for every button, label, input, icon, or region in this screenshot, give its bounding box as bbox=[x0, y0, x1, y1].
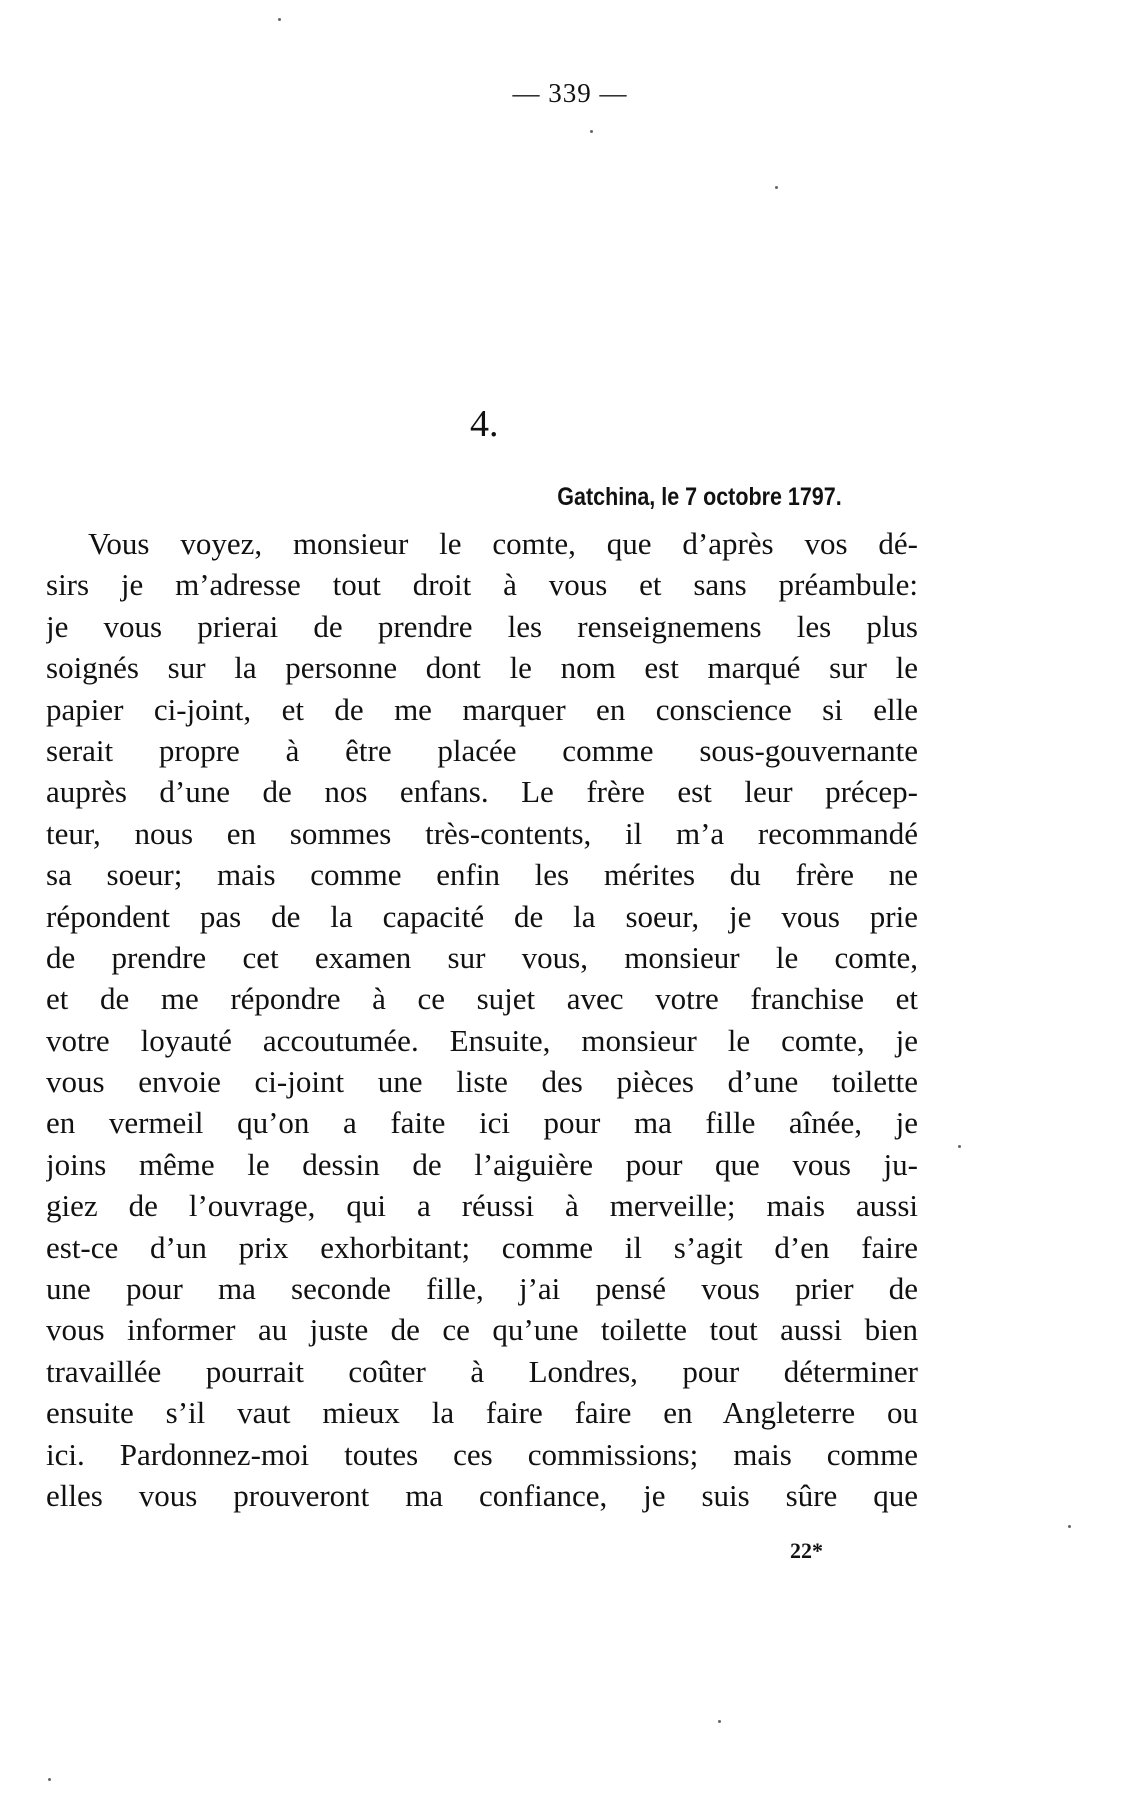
text-line: sa soeur; mais comme enfin les mérites du frère ne bbox=[46, 857, 918, 893]
text-line: sirs je m’adresse tout droit à vous et sans préambule: bbox=[46, 567, 918, 603]
scan-speck bbox=[958, 1145, 961, 1148]
text-line: ici. Pardonnez-moi toutes ces commissions; mais comme bbox=[46, 1436, 918, 1472]
text-line: soignés sur la personne dont le nom est marqué sur le bbox=[46, 650, 918, 686]
text-line: répondent pas de la capacité de la soeur, je vous prie bbox=[46, 898, 918, 934]
text-line: est-ce d’un prix exhorbitant; comme il s’agit d’en faire bbox=[46, 1229, 918, 1265]
page-number: — 339 — bbox=[512, 78, 628, 108]
letter-number: 4. bbox=[470, 403, 499, 445]
text-line: ensuite s’il vaut mieux la faire faire en Angleterre ou bbox=[46, 1395, 918, 1431]
text-line: une pour ma seconde fille, j’ai pensé vous prier de bbox=[46, 1271, 918, 1307]
scan-speck bbox=[718, 1720, 721, 1723]
text-line: elles vous prouveront ma confiance, je suis sûre que bbox=[46, 1477, 918, 1513]
scan-speck bbox=[590, 130, 593, 133]
text-line: je vous prierai de prendre les renseignemens les plus bbox=[46, 608, 918, 644]
letter-body bbox=[46, 523, 918, 1516]
scan-speck bbox=[48, 1778, 51, 1781]
dateline: Gatchina, le 7 octobre 1797. bbox=[557, 483, 842, 511]
text-line: teur, nous en sommes très-contents, il m’a recommandé bbox=[46, 815, 918, 851]
text-line: joins même le dessin de l’aiguière pour que vous ju- bbox=[46, 1146, 918, 1182]
scan-speck bbox=[1068, 1525, 1071, 1528]
text-line: de prendre cet examen sur vous, monsieur le comte, bbox=[46, 939, 918, 975]
text-line: giez de l’ouvrage, qui a réussi à merveille; mais aussi bbox=[46, 1188, 918, 1224]
scan-speck bbox=[278, 18, 281, 21]
text-line: auprès d’une de nos enfans. Le frère est leur précep- bbox=[46, 774, 918, 810]
text-line: votre loyauté accoutumée. Ensuite, monsieur le comte, je bbox=[46, 1022, 918, 1058]
text-line: serait propre à être placée comme sous-gouvernante bbox=[46, 732, 918, 768]
signature-mark: 22* bbox=[790, 1538, 823, 1563]
text-line: papier ci-joint, et de me marquer en conscience si elle bbox=[46, 691, 918, 727]
text-line: Vous voyez, monsieur le comte, que d’après vos dé- bbox=[88, 526, 918, 561]
scan-speck bbox=[775, 186, 778, 189]
text-line: vous envoie ci-joint une liste des pièces d’une toilette bbox=[46, 1064, 918, 1100]
text-line: en vermeil qu’on a faite ici pour ma fille aînée, je bbox=[46, 1105, 918, 1141]
text-line: vous informer au juste de ce qu’une toilette tout aussi bien bbox=[46, 1312, 918, 1348]
text-line: travaillée pourrait coûter à Londres, pour déterminer bbox=[46, 1353, 918, 1389]
text-line: et de me répondre à ce sujet avec votre franchise et bbox=[46, 981, 918, 1017]
